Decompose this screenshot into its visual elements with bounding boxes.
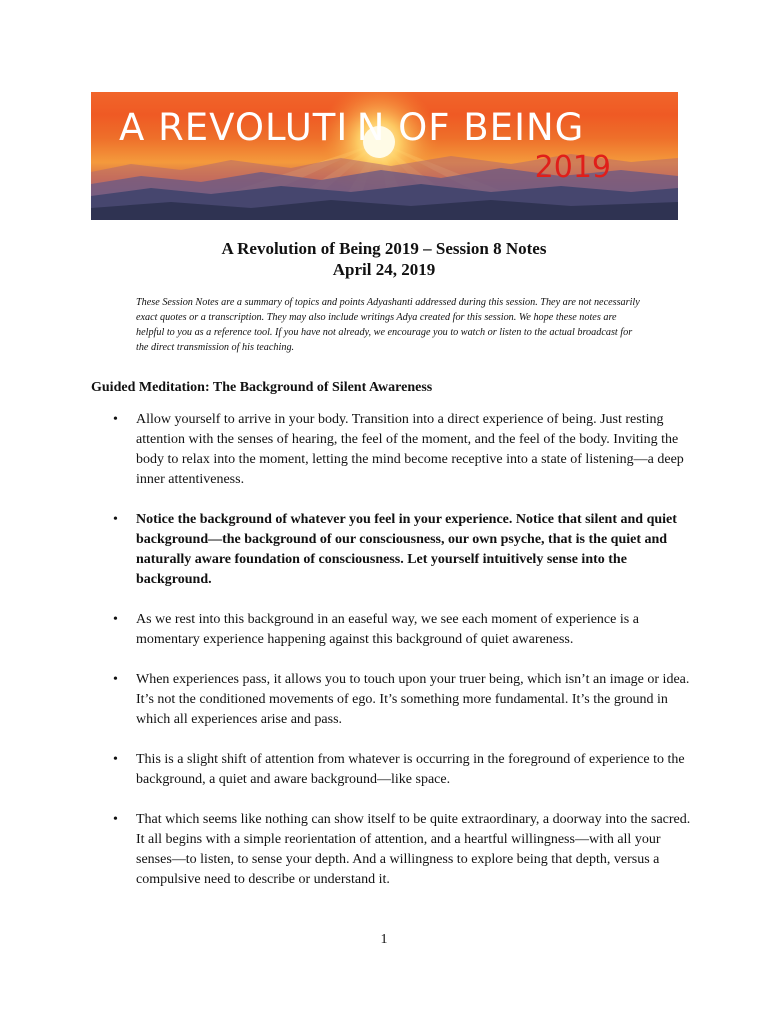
list-item-text: That which seems like nothing can show itself to be quite extraordinary, a doorway into the sacred. It all begins with a simple reorientation of attention, and a heartful willingness—with all your senses—to listen, to sense your depth. And a willingness to explore being that depth, versus a compulsive need to describe or understand it.	[136, 812, 691, 887]
bullet-icon: •	[113, 672, 118, 687]
banner-title: A REVOLUTI N OF BEING	[119, 106, 585, 149]
bullet-icon: •	[113, 512, 118, 527]
document-title: A Revolution of Being 2019 – Session 8 Notes	[221, 239, 547, 258]
bullet-icon: •	[113, 612, 118, 627]
list-item	[91, 810, 691, 890]
list-item	[91, 750, 691, 790]
list-item	[91, 410, 691, 490]
document-date: April 24, 2019	[332, 260, 436, 279]
banner-image	[91, 92, 678, 220]
list-item-text: When experiences pass, it allows you to touch upon your truer being, which isn’t an image or idea. It’s not the conditioned movements of ego. It’s something more fundamental. It’s the ground in which all experiences arise and pass.	[136, 672, 690, 727]
bullet-list	[91, 410, 691, 910]
list-item	[91, 510, 691, 590]
section-heading: Guided Meditation: The Background of Silent Awareness	[91, 380, 433, 395]
banner-year: 2019	[534, 150, 611, 185]
list-item-text: As we rest into this background in an easeful way, we see each moment of experience is a momentary experience happening against this background of quiet awareness.	[136, 612, 639, 647]
list-item-text: Notice the background of whatever you feel in your experience. Notice that silent and quiet background—the background of our consciousness, our own psyche, that is the quiet and naturally aware foundation of consciousness. Let yourself intuitively sense into the background.	[136, 512, 677, 587]
list-item	[91, 670, 691, 730]
page-number: 1	[380, 932, 388, 947]
disclaimer-note: These Session Notes are a summary of topics and points Adyashanti addressed during this session. They are not necessarily exact quotes or a transcription. They may also include writings Adya created for this session. We hope these notes are helpful to you as a reference tool. If you have not already, we encourage you to watch or listen to the actual broadcast for the direct transmission of his teaching.	[136, 297, 640, 353]
bullet-icon: •	[113, 412, 118, 427]
list-item-text: This is a slight shift of attention from whatever is occurring in the foreground of experience to the background, a quiet and aware background—like space.	[136, 752, 685, 787]
list-item	[91, 610, 691, 650]
list-item-text: Allow yourself to arrive in your body. Transition into a direct experience of being. Just resting attention with the senses of hearing, the feel of the moment, and the feel of the body. Inviting the body to relax into the moment, letting the mind become receptive into a state of listening—a deep inner attentiveness.	[136, 412, 684, 487]
bullet-icon: •	[113, 812, 118, 827]
bullet-icon: •	[113, 752, 118, 767]
